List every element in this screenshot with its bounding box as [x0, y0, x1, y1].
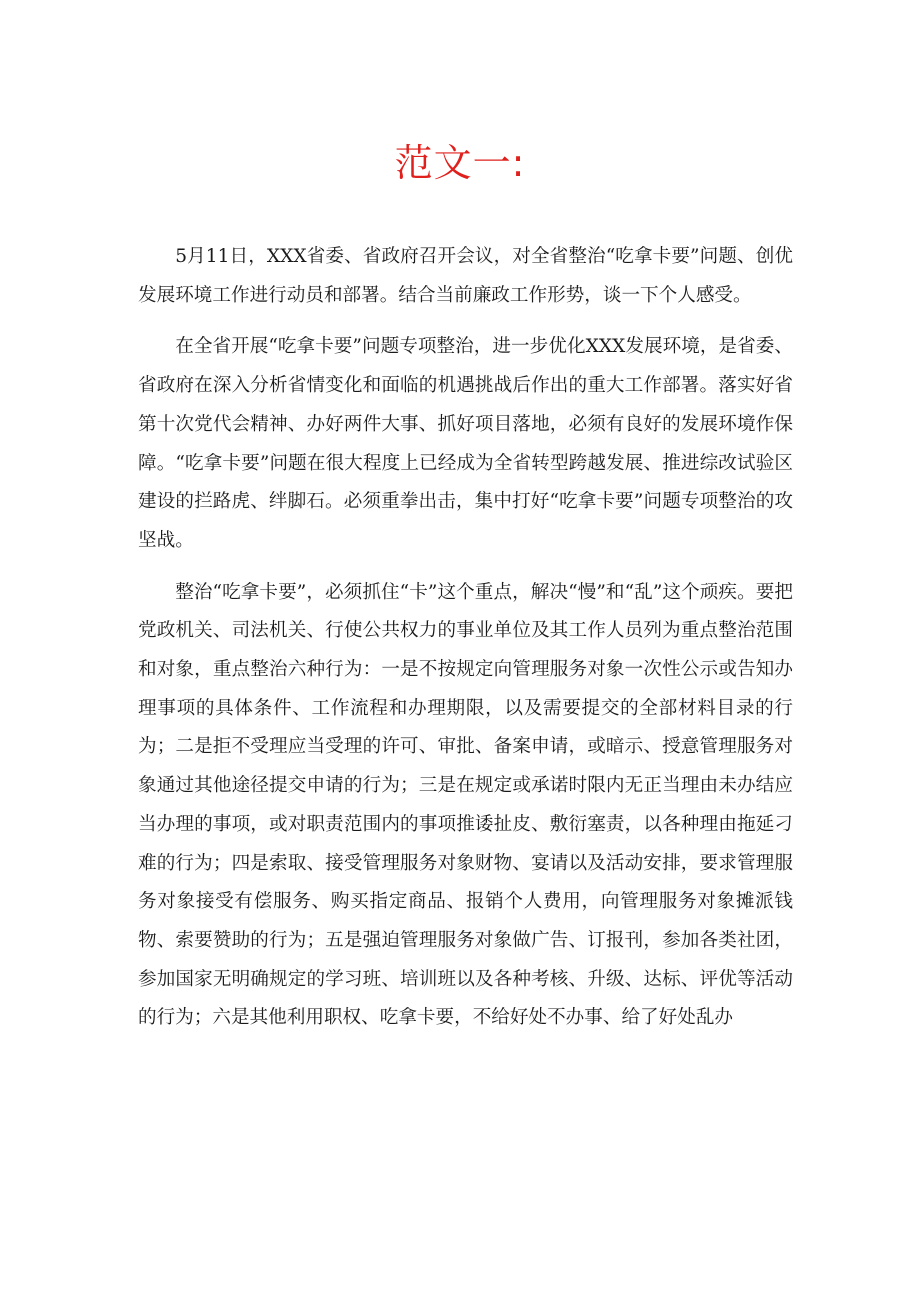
paragraph-1: 5月11日，XXX省委、省政府召开会议，对全省整治“吃拿卡要”问题、创优发展环境工作进行动员和部署。结合当前廉政工作形势，谈一下个人感受。 [138, 246, 793, 306]
paragraph-3: 整治“吃拿卡要”，必须抓住“卡”这个重点，解决“慢”和“乱”这个顽疾。要把党政机关、司法机关、行使公共权力的事业单位及其工作人员列为重点整治范围和对象，重点整治六种行为：一是不按规定向管理服务对象一次性公示或告知办理事项的具体条件、工作流程和办理期限，以及需要提交的全部材料目录的行为；二是拒不受理应当受理的许可、审批、备案申请，或暗示、授意管理服务对象通过其他途径提交申请的行为；三是在规定或承诺时限内无正当理由未办结应当办理的事项，或对职责范围内的事项推诿扯皮、敷衍塞责，以各种理由拖延刁难的行为；四是索取、接受管理服务对象财物、宴请以及活动安排，要求管理服务对象接受有偿服务、购买指定商品、报销个人费用，向管理服务对象摊派钱物、索要赞助的行为；五是强迫管理服务对象做广告、订报刊，参加各类社团，参加国家无明确规定的学习班、培训班以及各种考核、升级、达标、评优等活动的行为；六是其他利用职权、吃拿卡要，不给好处不办事、给了好处乱办 [138, 581, 793, 1029]
paragraph-2: 在全省开展“吃拿卡要”问题专项整治，进一步优化XXX发展环境，是省委、省政府在深入分析省情变化和面临的机遇挑战后作出的重大工作部署。落实好省第十次党代会精神、办好两件大事、抓好项目落地，必须有良好的发展环境作保障。“吃拿卡要”问题在很大程度上已经成为全省转型跨越发展、推进综改试验区建设的拦路虎、绊脚石。必须重拳出击，集中打好“吃拿卡要”问题专项整治的攻坚战。 [138, 336, 793, 551]
document-body [138, 238, 793, 1051]
page-title: 范文一: [394, 141, 526, 185]
